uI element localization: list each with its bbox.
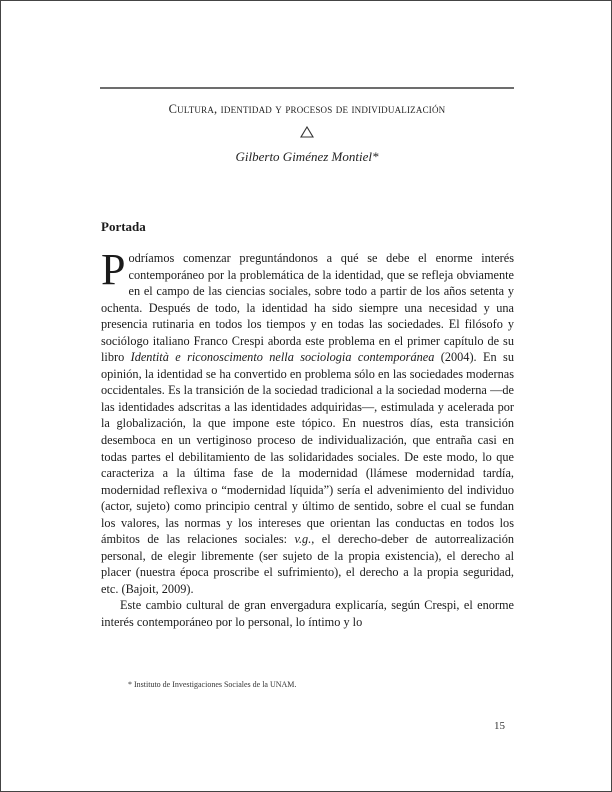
chapter-title: Cultura, identidad y procesos de individualización [168, 102, 446, 116]
paragraph-1-text-end: , el derecho-deber de autorrealización personal, de elegir libremente (ser sujeto de la propia existencia), el derecho al placer (nuestra época proscribe el sufrimiento), el derecho a la propia seguridad, etc. (Bajoit, 2009). [101, 532, 514, 596]
book-title: Identità e riconoscimento nella sociologia contemporánea [130, 350, 435, 365]
paragraph-1-text-cont: (2004). En su opinión, la identidad se ha convertido en problema sólo en las sociedades modernas occidentales. Es la transición de la sociedad tradicional a la sociedad moderna —de las identidades adscritas a las identidades adquiridas—, estimulada y acelerada por la globalización, la que impone este tópico. En nuestros días, esta transición desemboca en un vertiginoso proceso de individualización, que entraña casi en todas partes el debilitamiento de las solidaridades sociales. De este modo, lo que caracteriza a la última fase de la modernidad (llámese modernidad tardía, modernidad reflexiva o “modernidad líquida”) sería el advenimiento del individuo (actor, sujeto) como principio central y último de sentido, sobre el cual se fundan los valores, las normas y los intereses que orientan las conductas en todos los ámbitos de las relaciones sociales: [101, 350, 514, 547]
author-name: Gilberto Giménez Montiel* [235, 149, 379, 164]
paragraph-1-text: odríamos comenzar preguntándonos a qué se debe el enorme interés contemporáneo por la problemática de la identidad, que se refleja obviamente en el campo de las ciencias sociales, sobre todo a partir de los años setenta y ochenta. Después de todo, la identidad ha sido siempre una necesidad y una presencia rutinaria en todos los tiempos y en todas las sociedades. El filósofo y sociólogo italiano Franco Crespi aborda este problema en el primer capítulo de su libro [101, 251, 514, 365]
footnote: * Instituto de Investigaciones Sociales de la UNAM. [128, 680, 297, 689]
paragraph-2: Este cambio cultural de gran envergadura explicaría, según Crespi, el enorme interés contemporáneo por lo personal, lo íntimo y lo [101, 598, 514, 630]
page-number: 15 [494, 720, 505, 732]
header-rule [100, 87, 514, 89]
body-text [101, 245, 514, 631]
paragraph-1 [101, 245, 514, 597]
section-heading: Portada [101, 219, 146, 234]
abbreviation-vg: v.g. [294, 532, 312, 547]
drop-cap: P [101, 245, 126, 294]
triangle-ornament-icon [300, 126, 314, 138]
